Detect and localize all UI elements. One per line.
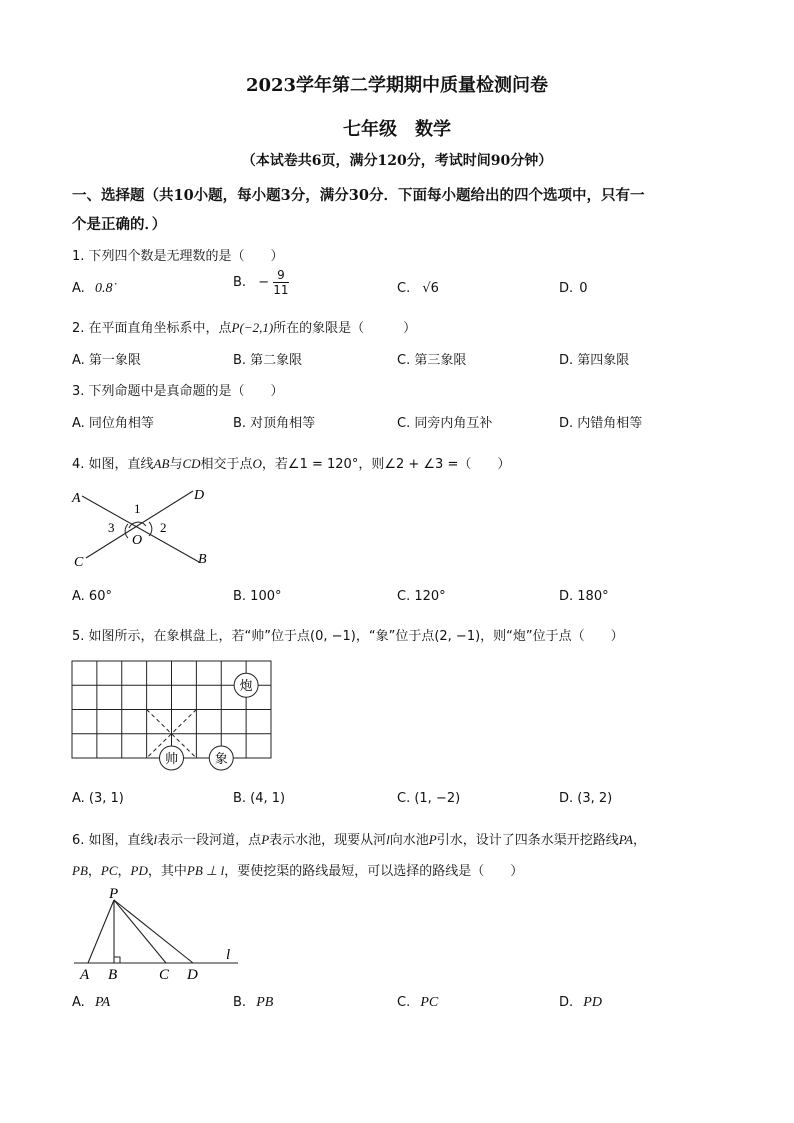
- q5-pao-label: 炮: [239, 679, 253, 694]
- q6-comma: ，: [632, 833, 646, 848]
- q6-text-6: ，其中: [147, 864, 187, 879]
- q3-option-a[interactable]: A. 同位角相等: [72, 416, 154, 431]
- q6-text-7: ，要使挖渠的路线最短，可以选择的路线是（ ）: [224, 864, 524, 879]
- q4-option-c[interactable]: C. 120°: [397, 589, 446, 604]
- q1-option-b[interactable]: [233, 268, 289, 297]
- q4-stem-part4: ，若∠1 = 120°，则∠2 + ∠3 =（ ）: [261, 457, 511, 472]
- q1-c-label: C.: [397, 281, 411, 296]
- q1-option-d[interactable]: [559, 281, 588, 296]
- q6-label-a: A: [80, 967, 90, 983]
- q5-shuai-label: 帅: [164, 752, 179, 767]
- exam-note: （本试卷共6页，满分120分，考试时间90分钟）: [241, 153, 553, 169]
- q6-route-pb: PB: [72, 863, 88, 878]
- q6-river-l: l: [153, 832, 158, 847]
- q6-label-b: B: [108, 967, 118, 983]
- q4-stem-part3: 相交于点: [200, 457, 253, 472]
- q3-option-c[interactable]: C. 同旁内角互补: [397, 416, 493, 431]
- q2-stem: [72, 317, 416, 336]
- exam-title: 2023学年第二学期期中质量检测问卷: [245, 75, 549, 96]
- q4-option-d[interactable]: D. 180°: [559, 589, 609, 604]
- q4-label-2: 2: [160, 520, 167, 535]
- q1-b-denominator: 11: [273, 283, 289, 297]
- q5-option-c[interactable]: C. (1, −2): [397, 791, 461, 806]
- q1-d-value: 0: [579, 281, 588, 296]
- q1-b-label: B.: [233, 275, 247, 290]
- q6-text-2: 表示一段河道，点: [157, 833, 262, 848]
- q6-text-5: 引水，设计了四条水渠开挖路线: [436, 833, 619, 848]
- q6-a-value: PA: [94, 995, 111, 1010]
- q6-pool-p-2: P: [428, 832, 437, 847]
- q4-label-d: D: [194, 488, 205, 503]
- q4-line-cd: CD: [182, 456, 201, 471]
- q2-option-d[interactable]: D. 第四象限: [559, 353, 630, 368]
- q1-option-a[interactable]: [72, 281, 112, 297]
- q6-river-l-2: l: [386, 832, 390, 847]
- q4-stem-part1: 4. 如图，直线: [72, 457, 154, 472]
- q6-b-value: PB: [256, 995, 274, 1010]
- q6-label-l: l: [226, 947, 231, 963]
- q4-line-ab-drawn: [82, 496, 199, 562]
- q4-figure: [66, 482, 216, 574]
- q1-a-label: A.: [72, 281, 85, 296]
- q6-a-label: A.: [72, 995, 85, 1010]
- q5-chessboard: [66, 655, 280, 775]
- q4-line-ab: AB: [153, 456, 170, 471]
- q6-label-c: C: [159, 967, 170, 983]
- q6-route-pa: PA: [618, 832, 633, 847]
- q6-text-1: 6. 如图，直线: [72, 833, 154, 848]
- q6-stem-line1: [72, 829, 646, 848]
- q5-option-b[interactable]: B. (4, 1): [233, 791, 286, 806]
- q4-label-o: O: [132, 533, 143, 548]
- q4-point-o: O: [252, 456, 262, 471]
- section-heading-line2: 个是正确的．）: [72, 216, 167, 233]
- q6-c-value: PC: [420, 995, 439, 1010]
- q1-a-value: 0.8̇: [94, 281, 113, 296]
- q4-stem-part2: 与: [169, 457, 183, 472]
- q6-stem-line2: [72, 860, 523, 879]
- q4-option-a[interactable]: A. 60°: [72, 589, 112, 604]
- q6-comma-3: ，: [117, 864, 131, 879]
- q6-text-3: 表示水池，现要从河: [269, 833, 387, 848]
- q1-b-fraction: [273, 268, 288, 297]
- q6-d-value: PD: [583, 995, 602, 1010]
- q6-comma-2: ，: [87, 864, 101, 879]
- q4-label-c: C: [74, 555, 84, 570]
- q5-option-d[interactable]: D. (3, 2): [559, 791, 613, 806]
- q2-option-c[interactable]: C. 第三象限: [397, 353, 467, 368]
- q2-stem-part1: 2. 在平面直角坐标系中，点: [72, 321, 232, 336]
- q4-angle3-arc: [125, 524, 128, 538]
- exam-subject: 七年级 数学: [343, 119, 451, 140]
- q1-d-label: D.: [559, 281, 574, 296]
- q6-figure: [66, 882, 246, 984]
- q5-xiang-label: 象: [214, 752, 228, 767]
- q1-b-sign: −: [258, 275, 270, 290]
- q3-option-d[interactable]: D. 内错角相等: [559, 416, 643, 431]
- q6-perpendicular: PB ⊥ l: [186, 863, 225, 878]
- q2-option-a[interactable]: A. 第一象限: [72, 353, 141, 368]
- q6-option-b[interactable]: [233, 995, 273, 1011]
- q6-b-label: B.: [233, 995, 247, 1010]
- q6-option-a[interactable]: [72, 995, 110, 1011]
- q2-point: P(−2,1): [231, 320, 274, 335]
- q6-d-label: D.: [559, 995, 574, 1010]
- q6-segment-pd: [114, 900, 193, 963]
- q4-label-3: 3: [108, 520, 115, 535]
- q6-pool-p: P: [261, 832, 270, 847]
- q4-label-1: 1: [134, 501, 141, 516]
- q1-b-numerator: 9: [277, 268, 285, 282]
- q6-segment-pa: [88, 900, 114, 963]
- q1-stem: 1. 下列四个数是无理数的是（ ）: [72, 249, 284, 264]
- q6-option-c[interactable]: [397, 995, 438, 1011]
- q6-right-angle-mark: [114, 957, 120, 963]
- q6-c-label: C.: [397, 995, 411, 1010]
- q3-stem: 3. 下列命题中是真命题的是（ ）: [72, 384, 284, 399]
- q2-option-b[interactable]: B. 第二象限: [233, 353, 303, 368]
- q2-stem-part2: 所在的象限是（ ）: [273, 321, 417, 336]
- q6-route-pc: PC: [100, 863, 118, 878]
- q4-option-b[interactable]: B. 100°: [233, 589, 282, 604]
- q6-label-p: P: [109, 886, 119, 902]
- q6-text-4: 向水池: [389, 833, 429, 848]
- q5-stem: 5. 如图所示，在象棋盘上，若“帅”位于点(0, −1)，“象”位于点(2, −1)，则“炮”位于点（ ）: [72, 629, 624, 644]
- q1-c-value: √6: [422, 281, 439, 296]
- q6-segment-pc: [114, 900, 166, 963]
- q4-stem: [72, 453, 510, 472]
- q6-route-pd: PD: [130, 863, 148, 878]
- q3-option-b[interactable]: B. 对顶角相等: [233, 416, 316, 431]
- q4-label-a: A: [72, 491, 81, 506]
- q6-label-d: D: [187, 967, 198, 983]
- q4-label-b: B: [198, 552, 207, 567]
- q1-option-c[interactable]: [397, 281, 439, 296]
- q6-option-d[interactable]: [559, 995, 602, 1011]
- q5-option-a[interactable]: A. (3, 1): [72, 791, 124, 806]
- section-heading-line1: 一、选择题（共10小题，每小题3分，满分30分．下面每小题给出的四个选项中，只有一: [72, 187, 645, 204]
